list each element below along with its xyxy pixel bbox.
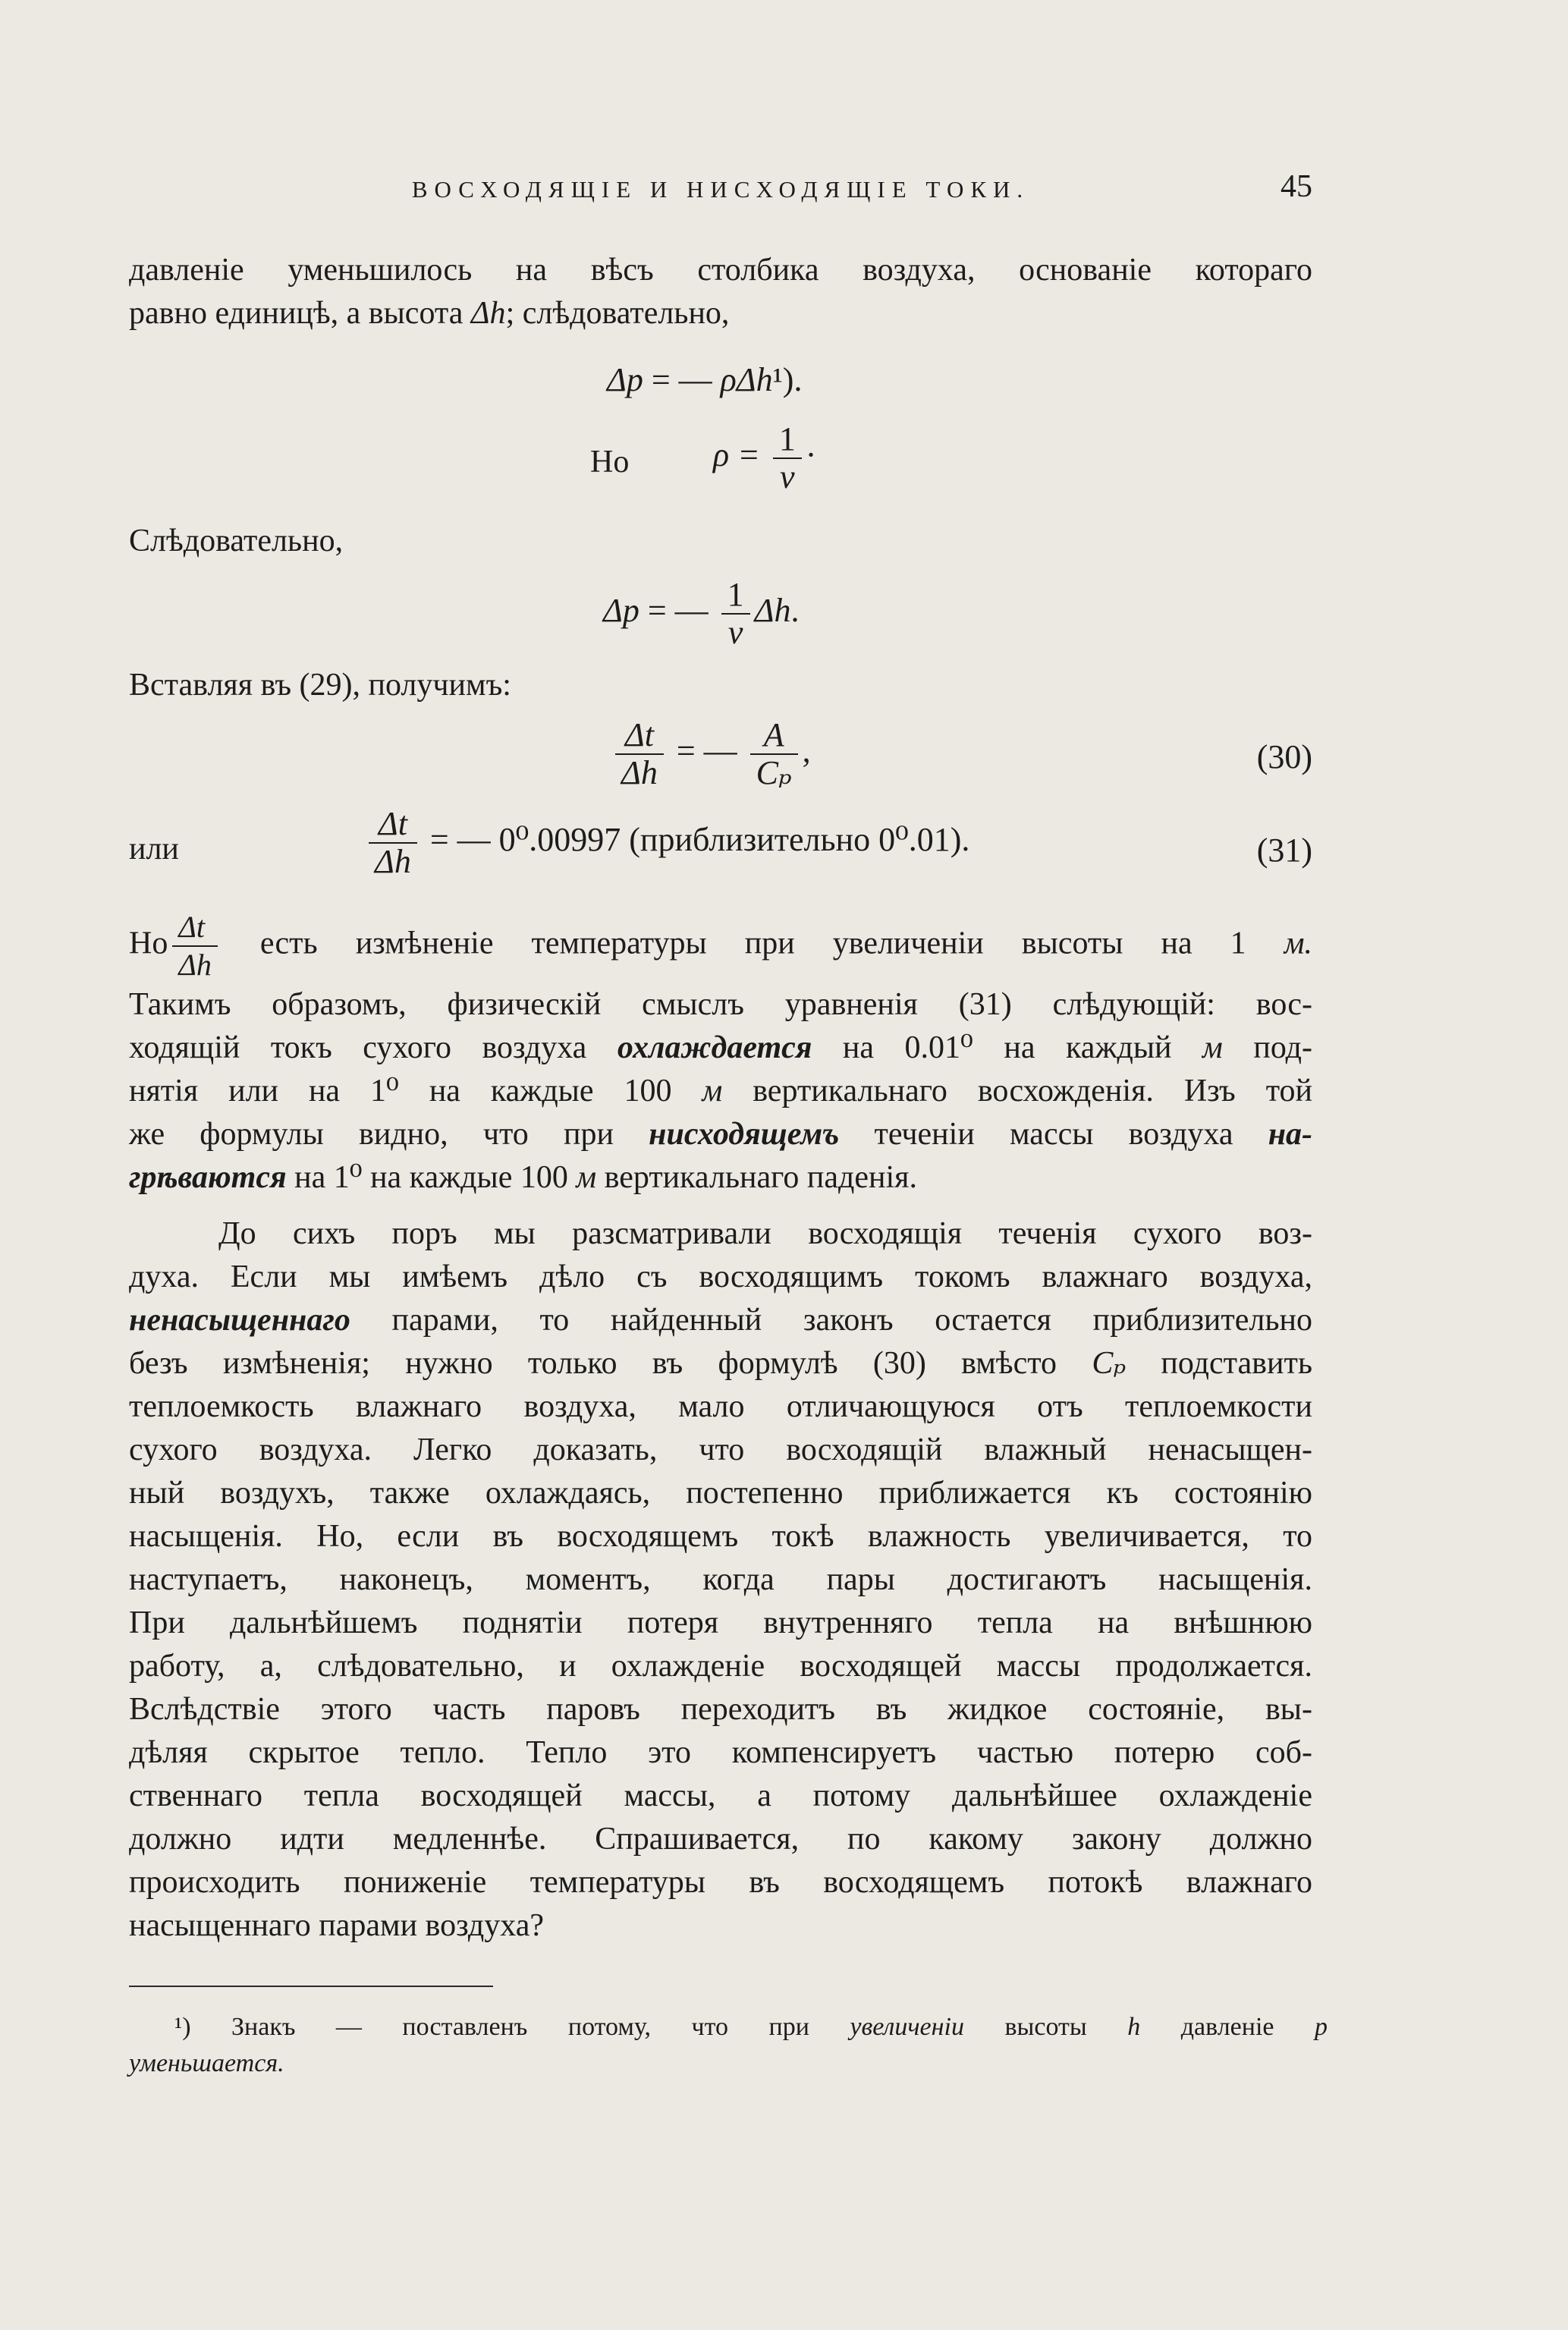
unit-label: м bbox=[702, 1074, 723, 1108]
paragraph-4 bbox=[129, 909, 1312, 1200]
fraction bbox=[172, 909, 217, 983]
text-segment: теченіи массы воздуха bbox=[839, 1117, 1268, 1152]
text-segment: безъ измѣненія; нужно только въ формулѣ (30) вмѣсто bbox=[129, 1346, 1092, 1381]
equation-end: · bbox=[806, 436, 815, 474]
text-line bbox=[129, 1027, 1312, 1070]
text-segment: парами, то найденный законъ остается приблизительно bbox=[350, 1303, 1312, 1338]
text-segment: на 0.01⁰ на каждый bbox=[812, 1030, 1203, 1065]
equation-rhs: Δh bbox=[754, 592, 791, 630]
text-segment: давленіе bbox=[1140, 2013, 1315, 2041]
emphasis: увеличеніи bbox=[850, 2013, 964, 2041]
text-line: ный воздухъ, также охлаждаясь, постепенно приближается къ состоянію bbox=[129, 1476, 1312, 1511]
text-line: ственнаго тепла восходящей массы, а потому дальнѣйшее охлажденіе bbox=[129, 1778, 1312, 1813]
text-line: происходить пониженіе температуры въ восходящемъ потокѣ влажнаго bbox=[129, 1865, 1312, 1900]
fraction bbox=[615, 717, 664, 791]
fraction-denominator: Δh bbox=[615, 753, 664, 791]
equation-end: . bbox=[790, 592, 800, 630]
word-or: или bbox=[129, 832, 179, 866]
text-line bbox=[129, 1299, 1312, 1342]
equation-rhs: = — 0⁰.00997 (приблизительно 0⁰.01). bbox=[421, 821, 970, 859]
text-segment: подставить bbox=[1126, 1346, 1312, 1381]
fraction-denominator: v bbox=[773, 458, 802, 495]
footnote bbox=[129, 2009, 1328, 2082]
equation-30 bbox=[611, 717, 811, 791]
text-segment: ; слѣдовательно, bbox=[505, 296, 730, 331]
text-line: теплоемкость влажнаго воздуха, мало отличающуюся отъ теплоемкости bbox=[129, 1389, 1312, 1424]
text-line: давленіе уменьшилось на вѣсъ столбика воздуха, основаніе котораго bbox=[129, 253, 1312, 288]
equation-operator: = — bbox=[639, 592, 717, 630]
footnote-line bbox=[129, 2045, 1328, 2082]
text-line: Слѣдовательно, bbox=[129, 524, 344, 558]
emphasis: уменьшается. bbox=[129, 2049, 284, 2077]
unit-label: м bbox=[576, 1160, 597, 1195]
math-variable: h bbox=[1127, 2013, 1141, 2041]
text-line: духа. Если мы имѣемъ дѣло съ восходящимъ токомъ влажнаго воздуха, bbox=[129, 1259, 1312, 1294]
paragraph-5 bbox=[129, 1212, 1312, 1948]
text-segment: равно единицѣ, а высота bbox=[129, 296, 471, 331]
math-variable: Δh bbox=[470, 296, 506, 331]
paragraph-2 bbox=[129, 520, 1312, 563]
unit-label: м bbox=[1202, 1030, 1223, 1065]
fraction-numerator: A bbox=[763, 716, 784, 753]
footnote-mark: ¹) bbox=[174, 2013, 191, 2041]
word-but: Но bbox=[590, 445, 630, 480]
equation-dp-over-v bbox=[603, 577, 799, 651]
footnote-line bbox=[174, 2009, 1328, 2045]
text-line bbox=[129, 1113, 1312, 1156]
text-line bbox=[129, 1342, 1312, 1385]
text-line: При дальнѣйшемъ поднятіи потеря внутренняго тепла на внѣшнюю bbox=[129, 1605, 1312, 1640]
text-line: дѣляя скрытое тепло. Тепло это компенсируетъ частью потерю соб- bbox=[129, 1735, 1312, 1770]
fraction-numerator: Δt bbox=[378, 805, 407, 842]
text-line bbox=[129, 1070, 1312, 1113]
fraction-denominator: Δh bbox=[369, 842, 417, 880]
fraction bbox=[750, 717, 798, 791]
text-segment: вертикальнаго восхожденія. Изъ той bbox=[722, 1074, 1312, 1108]
unit-label: м. bbox=[1284, 926, 1312, 961]
fraction-numerator: Δt bbox=[178, 910, 205, 944]
text-segment: Но bbox=[129, 926, 168, 961]
emphasis: ненасыщеннаго bbox=[129, 1303, 350, 1338]
equation-operator: = — bbox=[668, 732, 746, 770]
fraction-numerator: Δt bbox=[624, 716, 654, 753]
paragraph-1 bbox=[129, 249, 1312, 335]
fraction bbox=[773, 421, 802, 495]
text-segment: же формулы видно, что при bbox=[129, 1117, 649, 1152]
text-segment: ходящій токъ сухого воздуха bbox=[129, 1030, 617, 1065]
text-line: работу, а, слѣдовательно, и охлажденіе восходящей массы продолжается. bbox=[129, 1649, 1312, 1684]
fraction-denominator: Cₚ bbox=[750, 753, 798, 791]
fraction bbox=[369, 806, 417, 880]
equation-lhs: ρ = bbox=[713, 436, 768, 474]
text-line bbox=[129, 292, 1312, 335]
running-title: ВОСХОДЯЩIЕ И НИСХОДЯЩIЕ ТОКИ. bbox=[411, 176, 1030, 203]
math-variable: p bbox=[1315, 2013, 1328, 2041]
text-segment: нятія или на 1⁰ на каждые 100 bbox=[129, 1074, 702, 1108]
text-line: наступаетъ, наконецъ, моментъ, когда пары достигаютъ насыщенія. bbox=[129, 1562, 1312, 1597]
equation-lhs: Δp bbox=[603, 592, 639, 630]
equation-operator: = — bbox=[643, 361, 721, 398]
paragraph-3 bbox=[129, 664, 1312, 707]
text-line: насыщенія. Но, если въ восходящемъ токѣ влажность увеличивается, то bbox=[129, 1519, 1312, 1554]
equation-dp-rho-dh bbox=[607, 360, 802, 399]
emphasis: охлаждается bbox=[617, 1030, 812, 1065]
text-line bbox=[129, 909, 1312, 983]
text-line: насыщеннаго парами воздуха? bbox=[129, 1908, 545, 1943]
text-segment: под- bbox=[1222, 1030, 1312, 1065]
text-line: До сихъ поръ мы разсматривали восходящія теченія сухого воз- bbox=[218, 1216, 1312, 1251]
fraction-denominator: Δh bbox=[172, 945, 217, 983]
page-number: 45 bbox=[1280, 169, 1312, 204]
fraction bbox=[721, 577, 750, 651]
text-line: Вставляя въ (29), получимъ: bbox=[129, 668, 511, 703]
equation-end: , bbox=[802, 732, 811, 770]
footnote-ref: ¹). bbox=[772, 361, 803, 398]
text-segment: Знакъ — поставленъ потому, что при bbox=[190, 2013, 850, 2041]
emphasis: на- bbox=[1268, 1117, 1312, 1152]
text-line: Такимъ образомъ, физическій смыслъ уравненія (31) слѣдующій: вос- bbox=[129, 987, 1312, 1022]
fraction-numerator: 1 bbox=[778, 420, 796, 458]
text-segment: на 1⁰ на каждые 100 bbox=[286, 1160, 577, 1195]
math-variable: Cₚ bbox=[1092, 1346, 1127, 1381]
text-segment: есть измѣненіе температуры при увеличеніи высоты на 1 bbox=[222, 926, 1284, 961]
text-line: должно идти медленнѣе. Спрашивается, по какому закону должно bbox=[129, 1822, 1312, 1857]
equation-number-30: (30) bbox=[1256, 738, 1312, 775]
footnote-divider bbox=[129, 1986, 493, 1987]
fraction-numerator: 1 bbox=[727, 576, 744, 613]
text-line bbox=[129, 1156, 1312, 1200]
text-segment: высоты bbox=[963, 2013, 1128, 2041]
text-line: Вслѣдствіе этого часть паровъ переходитъ въ жидкое состояніе, вы- bbox=[129, 1692, 1312, 1727]
text-line: сухого воздуха. Легко доказать, что восходящій влажный ненасыщен- bbox=[129, 1432, 1312, 1467]
page-header bbox=[129, 168, 1312, 214]
fraction-denominator: v bbox=[721, 613, 750, 651]
equation-31 bbox=[364, 806, 969, 880]
emphasis: грѣваются bbox=[129, 1160, 287, 1195]
equation-rho bbox=[713, 421, 815, 495]
emphasis: нисходящемъ bbox=[649, 1117, 840, 1152]
text-segment: вертикальнаго паденія. bbox=[596, 1160, 917, 1195]
equation-lhs: Δp bbox=[607, 361, 643, 398]
equation-number-31: (31) bbox=[1256, 832, 1312, 869]
equation-rhs: ρΔh bbox=[720, 361, 773, 398]
